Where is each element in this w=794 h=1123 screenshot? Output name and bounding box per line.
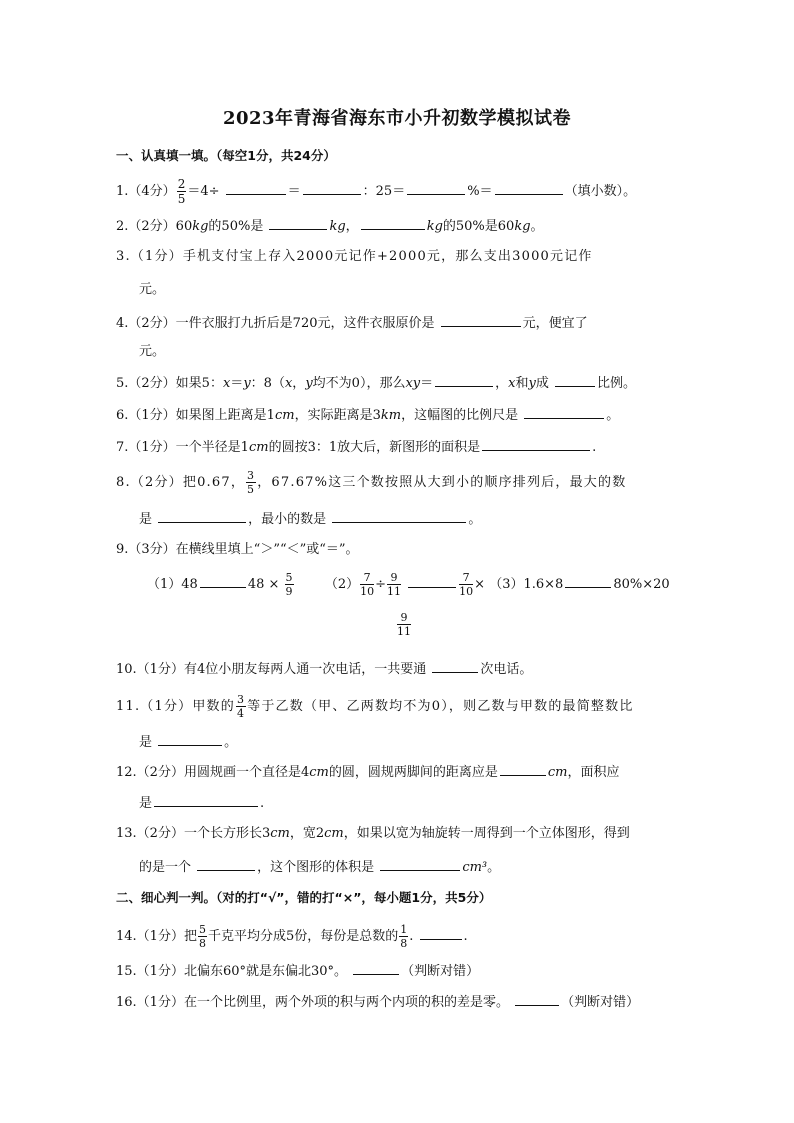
question-11: 11.（1分）甲数的 $\frac{3}{4}$ 等于乙数（甲、乙两数均不为0），则乙数与甲数的最简整数比 xyxy=(116,693,634,720)
question-9-wrap-fraction xyxy=(396,612,412,637)
answer-blank[interactable] xyxy=(154,792,258,807)
question-3: 3.（1分）手机支付宝上存入2000元记作+2000元，那么支出3000元记作 xyxy=(116,249,593,264)
answer-blank[interactable] xyxy=(408,573,456,588)
question-12-cont: 是 . xyxy=(139,792,264,814)
question-15: 15.（1分）北偏东60°就是东偏北30°。 （判断对错） xyxy=(116,960,677,982)
question-9-parts: （1）48 48 × $\frac{5}{9}$ （2） $\frac{7}{10}$ ÷ $\frac{9}{11}$ $\frac{7}{10}$ × （3）1.6×8 80%×20 xyxy=(147,571,670,598)
question-13: 13.（2分）一个长方形长3cm，宽2cm，如果以宽为轴旋转一周得到一个立体图形，得到 xyxy=(116,826,630,841)
fraction: $\frac{7}{10}$ xyxy=(360,571,375,598)
fraction: $\frac{9}{11}$ xyxy=(387,571,402,598)
fraction: $\frac{5}{9}$ xyxy=(285,571,293,598)
answer-blank[interactable] xyxy=(420,925,462,940)
question-8-cont: 是 ，最小的数是 。 xyxy=(139,508,481,530)
answer-blank[interactable] xyxy=(555,372,595,387)
answer-blank[interactable] xyxy=(435,372,493,387)
question-13-cont: 的是一个 ，这个图形的体积是 cm³。 xyxy=(139,856,500,878)
question-12: 12.（2分）用圆规画一个直径是4cm的圆，圆规两脚间的距离应是 cm，面积应 xyxy=(116,761,677,783)
answer-blank[interactable] xyxy=(269,215,327,230)
question-2: 2.（2分）60kg的50%是 kg， kg的50%是60kg。 xyxy=(116,215,677,237)
answer-blank[interactable] xyxy=(361,215,425,230)
question-14: 14.（1分）把 $\frac{5}{8}$ 千克平均分成5份，每份是总数的 $\frac{1}{8}$ . . xyxy=(116,923,468,950)
question-16: 16.（1分）在一个比例里，两个外项的积与两个内项的积的差是零。 （判断对错） xyxy=(116,991,677,1013)
answer-blank[interactable] xyxy=(158,508,246,523)
question-5: 5.（2分）如果5：x＝y：8（x，y均不为0），那么xy＝ ，x和y成 比例。 xyxy=(116,372,677,394)
fraction: $\frac{9}{11}$ xyxy=(397,611,411,638)
page-title: 2023年青海省海东市小升初数学模拟试卷 xyxy=(222,108,572,129)
question-10: 10.（1分）有4位小朋友每两人通一次电话，一共要通 次电话。 xyxy=(116,658,677,680)
section-heading-fill: 一、认真填一填。（每空1分，共24分） xyxy=(116,148,336,163)
question-4-cont: 元。 xyxy=(139,344,166,359)
answer-blank[interactable] xyxy=(353,960,399,975)
fraction: $\frac{2}{5}$ xyxy=(177,177,186,206)
question-4: 4.（2分）一件衣服打九折后是720元，这件衣服原价是 元，便宜了 xyxy=(116,312,677,334)
answer-blank[interactable] xyxy=(565,573,611,588)
answer-blank[interactable] xyxy=(432,658,478,673)
question-1: 1.（4分） $\frac{2}{5}$ ＝4÷ ＝ ：25＝ %＝ （填小数）。 xyxy=(116,177,637,206)
answer-blank[interactable] xyxy=(524,404,604,419)
section-heading-judge: 二、细心判一判。（对的打“√”，错的打“×”，每小题1分，共5分） xyxy=(116,890,492,905)
answer-blank[interactable] xyxy=(197,856,255,871)
answer-blank[interactable] xyxy=(200,573,246,588)
answer-blank[interactable] xyxy=(158,731,222,746)
answer-blank[interactable] xyxy=(500,761,546,776)
question-6: 6.（1分）如果图上距离是1cm，实际距离是3km，这幅图的比例尺是 。 xyxy=(116,404,677,426)
answer-blank[interactable] xyxy=(380,856,460,871)
answer-blank[interactable] xyxy=(441,312,521,327)
question-8: 8.（2分）把0.67， $\frac{3}{5}$ ，67.67%这三个数按照从大到小的顺序排列后，最大的数 xyxy=(116,469,627,496)
fraction: $\frac{1}{8}$ xyxy=(400,923,408,950)
answer-blank[interactable] xyxy=(226,180,286,195)
answer-blank[interactable] xyxy=(495,180,563,195)
fraction: $\frac{7}{10}$ xyxy=(459,571,474,598)
question-3-cont: 元。 xyxy=(139,282,166,297)
question-9: 9.（3分）在横线里填上“＞”“＜”或“＝”。 xyxy=(116,542,359,557)
fraction: $\frac{3}{4}$ xyxy=(236,693,246,720)
question-7: 7.（1分）一个半径是1cm的圆按3：1放大后，新图形的面积是 . xyxy=(116,436,677,458)
answer-blank[interactable] xyxy=(515,991,559,1006)
question-11-cont: 是 。 xyxy=(139,731,237,753)
answer-blank[interactable] xyxy=(332,508,466,523)
fraction: $\frac{5}{8}$ xyxy=(198,923,206,950)
answer-blank[interactable] xyxy=(303,180,361,195)
answer-blank[interactable] xyxy=(482,436,590,451)
answer-blank[interactable] xyxy=(407,180,465,195)
fraction: $\frac{3}{5}$ xyxy=(247,469,256,496)
